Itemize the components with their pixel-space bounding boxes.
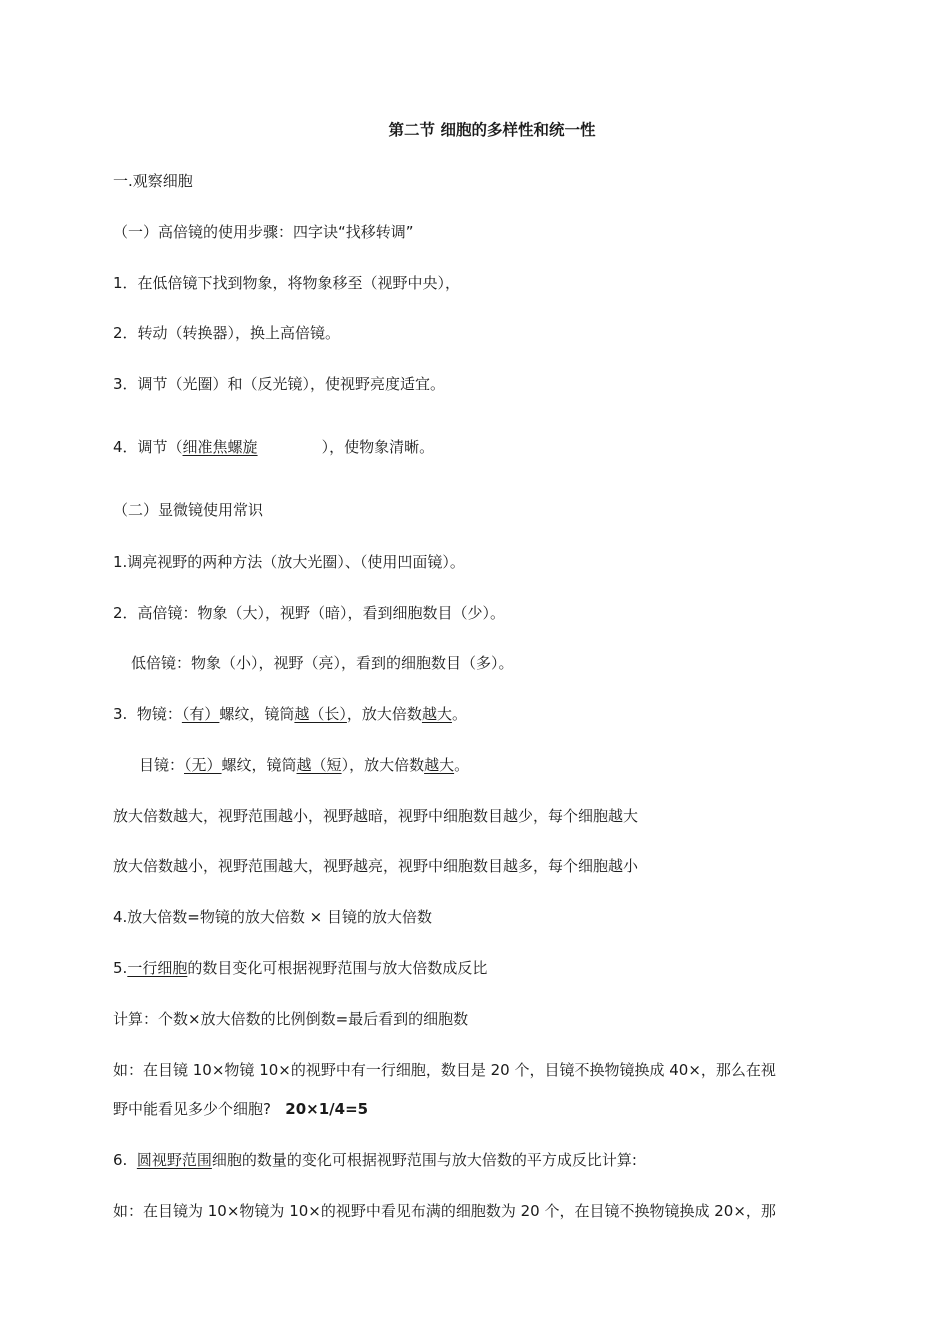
objective-label: 物镜： [136,705,182,723]
eyepiece-text-3: 。 [454,756,470,774]
step-4-suffix: ），使物象清晰。 [321,438,435,456]
objective-answer-2: 越（长） [294,705,347,723]
knowledge-5-term: 一行细胞 [127,959,188,977]
example-1-line-2 [113,1099,368,1119]
example-1-answer: 20×1/4=5 [285,1100,369,1118]
knowledge-5-number: 5. [113,959,128,977]
knowledge-3-objective [113,704,467,724]
knowledge-6-number: 6. [113,1151,128,1169]
knowledge-1: 1.调亮视野的两种方法（放大光圈）、（使用凹面镜）。 [113,553,465,571]
objective-answer-1: （有） [181,705,220,723]
eyepiece-text-1: 螺纹，镜筒 [221,756,297,774]
subsection-microscope-knowledge: （二）显微镜使用常识 [113,501,264,519]
step-4-prefix: 4．调节（ [113,438,183,456]
objective-text-1: 螺纹，镜筒 [219,705,295,723]
eyepiece-answer-1: （无） [184,756,222,774]
knowledge-6 [113,1150,637,1170]
step-3: 3．调节（光圈）和（反光镜），使视野亮度适宜。 [113,375,446,393]
calculation-rule: 计算：个数×放大倍数的比例倒数=最后看到的细胞数 [113,1010,469,1028]
knowledge-3-number: 3. [113,705,128,723]
objective-text-3: 。 [451,705,467,723]
example-1-line-1: 如：在目镜 10×物镜 10×的视野中有一行细胞，数目是 20 个，目镜不换物镜换成 40×，那么在视 [113,1061,776,1079]
rule-high-magnification: 放大倍数越大，视野范围越小，视野越暗，视野中细胞数目越少，每个细胞越大 [113,807,639,825]
objective-answer-3: 越大 [421,705,452,723]
knowledge-3-eyepiece [139,755,469,775]
knowledge-6-text: 细胞的数量的变化可根据视野范围与放大倍数的平方成反比计算: [211,1151,637,1169]
rule-low-magnification: 放大倍数越小，视野范围越大，视野越亮，视野中细胞数目越多，每个细胞越小 [113,857,639,875]
example-1-question: 野中能看见多少个细胞? [113,1100,271,1118]
knowledge-2-low-power: 低倍镜：物象（小），视野（亮），看到的细胞数目（多）。 [131,654,514,672]
knowledge-6-term: 圆视野范围 [136,1151,212,1169]
eyepiece-label: 目镜： [139,756,185,774]
step-4-answer: 细准焦螺旋 [182,438,258,456]
section-heading-observe-cells: 一.观察细胞 [113,172,193,190]
knowledge-2-high-power: 2．高倍镜：物象（大），视野（暗），看到细胞数目（少）。 [113,604,506,622]
knowledge-5 [113,958,487,978]
eyepiece-answer-2: 越（短 [296,756,342,774]
step-1: 1．在低倍镜下找到物象，将物象移至（视野中央）， [113,274,461,292]
eyepiece-answer-3: 越大 [424,756,455,774]
knowledge-4-magnification-formula: 4.放大倍数=物镜的放大倍数 × 目镜的放大倍数 [113,908,432,926]
step-4 [113,437,434,457]
objective-text-2: ，放大倍数 [346,705,422,723]
step-2: 2．转动（转换器），换上高倍镜。 [113,324,341,342]
eyepiece-text-2: ），放大倍数 [341,756,425,774]
page-title: 第二节 细胞的多样性和统一性 [388,121,596,139]
example-2-line-1: 如：在目镜为 10×物镜为 10×的视野中看见布满的细胞数为 20 个，在目镜不换物镜换成 20×，那 [113,1202,776,1220]
subsection-high-power-steps: （一）高倍镜的使用步骤：四字诀“找移转调” [113,223,414,241]
knowledge-5-text: 的数目变化可根据视野范围与放大倍数成反比 [187,959,488,977]
